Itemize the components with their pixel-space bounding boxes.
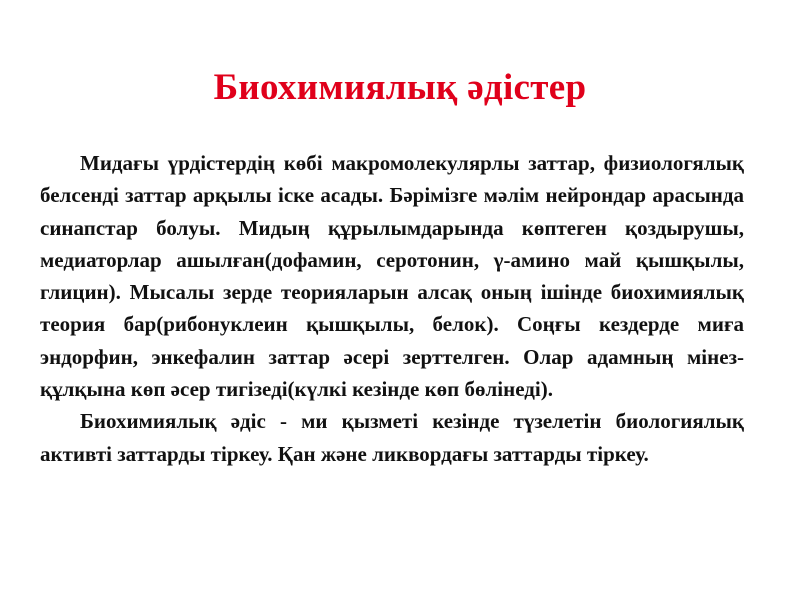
paragraph-2: Биохимиялық әдіс - ми қызметі кезінде түзелетін биологиялық активті заттарды тіркеу. Қан және ликвордағы заттарды тіркеу. <box>40 409 744 466</box>
slide-body <box>40 147 744 470</box>
slide-title: Биохимиялық әдістер <box>213 67 587 108</box>
paragraph-1: Мидағы үрдістердің көбі макромолекулярлы заттар, физиологялық белсенді заттар арқылы іске асады. Бәрімізге мәлім нейрондар арасында синапстар болуы. Мидың құрылымдарында көптеген қоздырушы, медиаторлар ашылған(дофамин, серотонин, γ-амино май қышқылы, глицин). Мысалы зерде теорияларын алсақ оның ішінде биохимиялық теория бар(рибонуклеин қышқылы, белок). Соңғы кездерде миға эндорфин, энкефалин заттар әсері зерттелген. Олар адамның мінез-құлқына көп әсер тигізеді(күлкі кезінде көп бөлінеді). <box>40 151 744 402</box>
